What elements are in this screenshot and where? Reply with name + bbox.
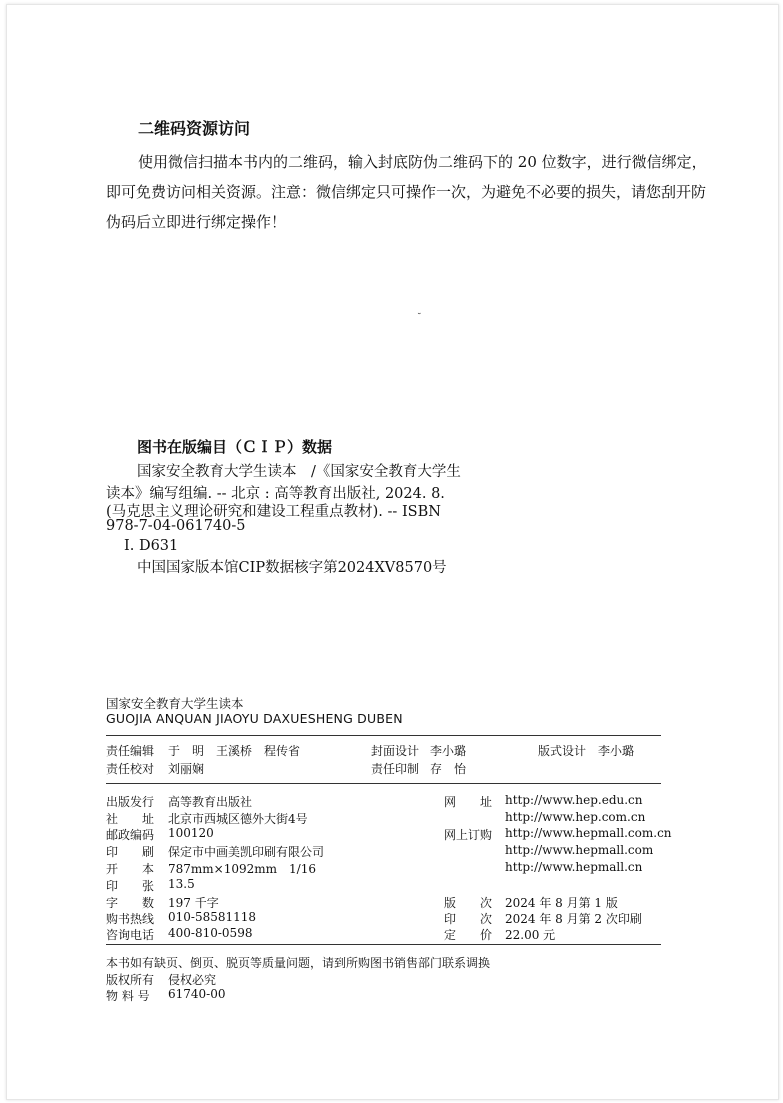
printing-label: 印 次 [444,912,493,926]
format-label: 开 本 [106,862,155,876]
online-order-link[interactable]: http://www.hepmall.com [505,843,654,857]
cip-line: 读本》编写组编. -- 北京 : 高等教育出版社, 2024. 8. [106,486,445,502]
proofreader-label: 责任校对 [106,762,155,776]
online-order-link[interactable]: http://www.hepmall.com.cn [505,826,672,840]
copyright-value: 侵权必究 [168,973,217,987]
item-number-label: 物 料 号 [106,989,150,1003]
qr-section-title: 二维码资源访问 [138,119,251,138]
qr-section-body: 使用微信扫描本书内的二维码，输入封底防伪二维码下的 20 位数字，进行微信绑定，即可免费访问相关资源。注意：微信绑定只可操作一次，为避免不必要的损失，请您刮开防伪码后立即进行绑定操作！ [106,153,707,231]
proofreader-value: 刘丽娴 [168,762,205,776]
address-label: 社 址 [106,812,155,826]
divider [106,944,661,945]
address-value: 北京市西城区德外大街4号 [168,812,308,826]
printing-value: 2024 年 8 月第 2 次印刷 [505,912,642,926]
editor-label: 责任编辑 [106,744,155,758]
inquiry-phone-label: 咨询电话 [106,928,155,942]
word-count-label: 字 数 [106,896,155,910]
postcode-label: 邮政编码 [106,828,155,842]
sheets-label: 印 张 [106,879,155,893]
website-label: 网 址 [444,795,493,809]
cover-design-value: 李小璐 [430,744,467,758]
divider [106,735,661,736]
cip-line: 978-7-04-061740-5 [106,518,246,534]
book-title-pinyin: GUOJIA ANQUAN JIAOYU DAXUESHENG DUBEN [106,711,403,726]
cip-line: 国家安全教育大学生读本 /《国家安全教育大学生 [137,464,461,480]
sales-hotline-value: 010-58581118 [168,910,257,924]
online-order-link[interactable]: http://www.hepmall.cn [505,860,643,874]
editor-value: 于 明 王溪桥 程传省 [168,744,301,758]
cip-line: (马克思主义理论研究和建设工程重点教材). -- ISBN [106,504,441,520]
sheets-value: 13.5 [168,877,195,891]
layout-design-value: 李小璐 [598,744,635,758]
cip-line: 中国国家版本馆CIP数据核字第2024XV8570号 [137,560,447,576]
book-title: 国家安全教育大学生读本 [106,696,244,711]
online-order-label: 网上订购 [444,828,493,842]
print-supervisor-label: 责任印制 [371,762,420,776]
edition-label: 版 次 [444,896,493,910]
sales-hotline-label: 购书热线 [106,912,155,926]
stray-mark: ˘ [417,313,422,323]
publisher-value: 高等教育出版社 [168,795,253,809]
copyright-label: 版权所有 [106,973,155,987]
cover-design-label: 封面设计 [371,744,420,758]
website-link[interactable]: http://www.hep.edu.cn [505,793,643,807]
price-label: 定 价 [444,928,493,942]
format-value: 787mm×1092mm 1/16 [168,862,316,876]
printer-label: 印 刷 [106,845,155,859]
postcode-value: 100120 [168,826,214,840]
item-number-value: 61740-00 [168,987,226,1001]
word-count-value: 197 千字 [168,896,219,910]
inquiry-phone-value: 400-810-0598 [168,926,253,940]
layout-design-label: 版式设计 [538,744,587,758]
print-supervisor-value: 存 怡 [430,762,467,776]
quality-notice: 本书如有缺页、倒页、脱页等质量问题，请到所购图书销售部门联系调换 [106,956,491,970]
divider [106,783,661,784]
edition-value: 2024 年 8 月第 1 版 [505,896,618,910]
publisher-label: 出版发行 [106,795,155,809]
cip-line: Ⅰ. D631 [124,538,179,554]
price-value: 22.00 元 [505,928,556,942]
website-link[interactable]: http://www.hep.com.cn [505,810,646,824]
cip-title: 图书在版编目（ＣＩＰ）数据 [137,438,333,456]
printer-value: 保定市中画美凯印刷有限公司 [168,845,325,859]
